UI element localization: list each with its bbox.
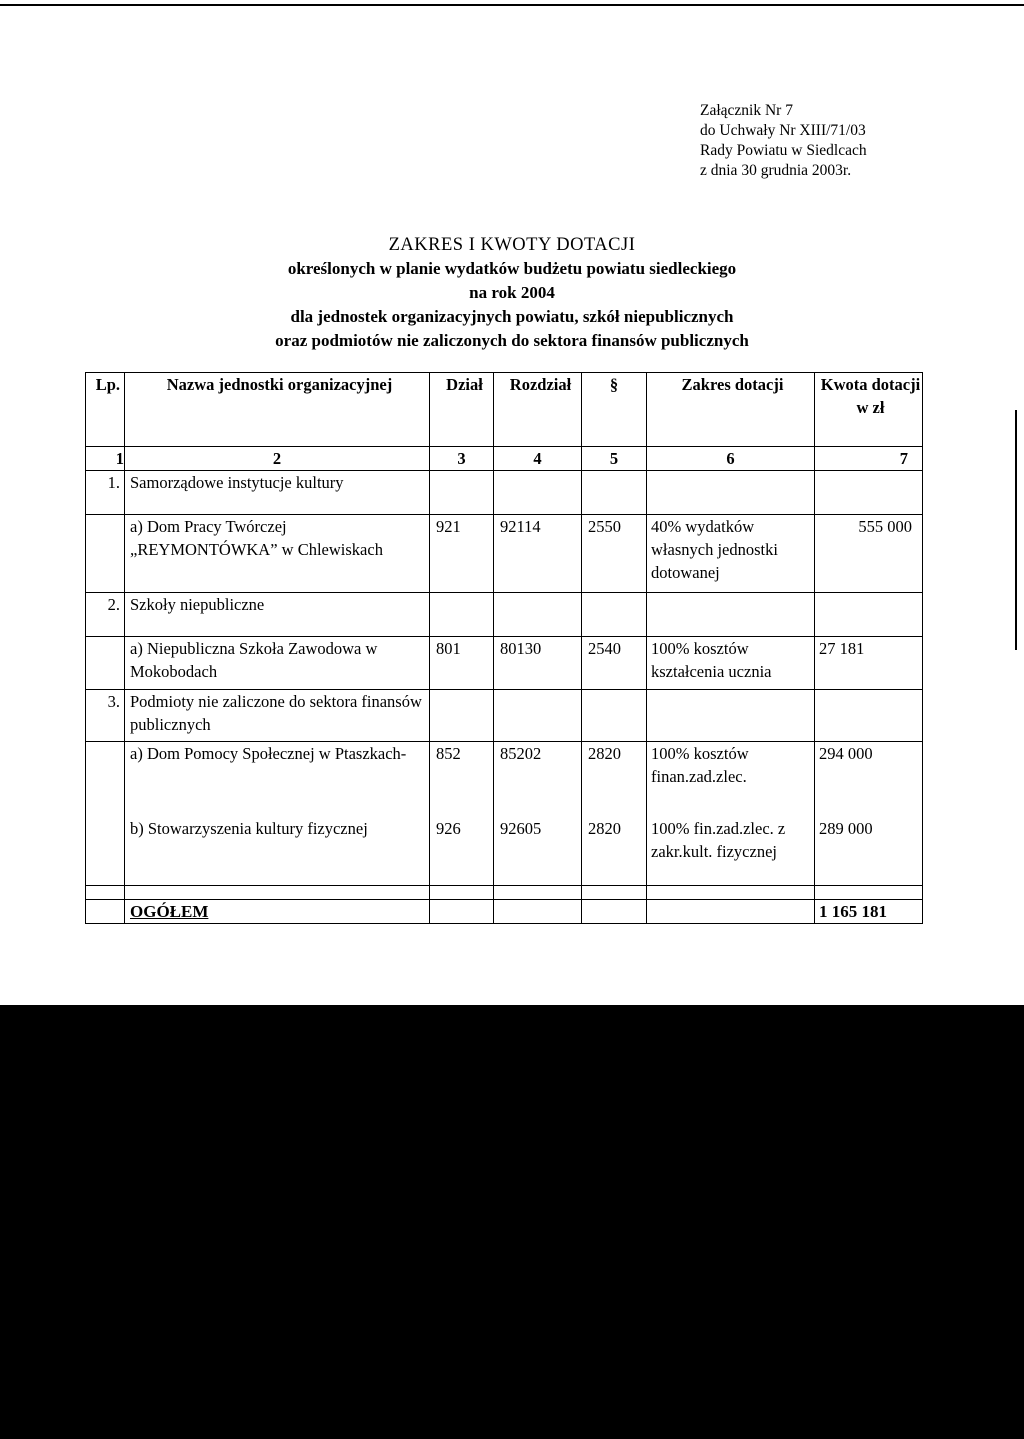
col-number-6: 6 — [647, 447, 815, 471]
item-scope: 100% fin.zad.zlec. z zakr.kult. fizycznej — [647, 817, 815, 886]
section-row — [86, 690, 923, 742]
item-rozdzial: 92114 — [494, 515, 582, 593]
section-row — [86, 471, 923, 515]
item-dzial: 921 — [430, 515, 494, 593]
scan-edge-mark — [1015, 410, 1017, 650]
attachment-line-4: z dnia 30 grudnia 2003r. — [700, 162, 852, 179]
item-paragraph: 2820 — [582, 817, 647, 886]
col-number-2: 2 — [125, 447, 430, 471]
item-name: b) Stowarzyszenia kultury fizycznej — [125, 817, 430, 886]
item-amount: 555 000 — [815, 515, 923, 593]
scan-black-area — [0, 1005, 1024, 1439]
item-amount: 294 000 — [815, 742, 923, 817]
col-number-4: 4 — [494, 447, 582, 471]
attachment-line-3: Rady Powiatu w Siedlcach — [700, 142, 867, 159]
attachment-line-1: Załącznik Nr 7 — [700, 102, 793, 119]
total-amount: 1 165 181 — [815, 900, 923, 924]
section-row — [86, 593, 923, 637]
title-main: ZAKRES I KWOTY DOTACJI — [388, 235, 636, 255]
item-dzial: 926 — [430, 817, 494, 886]
item-scope: 100% kosztów finan.zad.zlec. — [647, 742, 815, 817]
col-number-5: 5 — [582, 447, 647, 471]
section-lp: 3. — [86, 690, 125, 742]
item-dzial: 801 — [430, 637, 494, 690]
spacer-row — [86, 886, 923, 900]
header-amount: Kwota dotacji w zł — [815, 373, 923, 447]
document-title — [0, 233, 1024, 353]
item-name: a) Niepubliczna Szkoła Zawodowa w Mokobodach — [125, 637, 430, 690]
item-paragraph: 2820 — [582, 742, 647, 817]
item-scope: 40% wydatków własnych jednostki dotowanej — [647, 515, 815, 593]
header-rozdzial: Rozdział — [494, 373, 582, 447]
item-rozdzial: 85202 — [494, 742, 582, 817]
col-number-1: 1 — [86, 447, 125, 471]
item-dzial: 852 — [430, 742, 494, 817]
section-lp: 2. — [86, 593, 125, 637]
total-label: OGÓŁEM — [125, 900, 430, 924]
col-number-7: 7 — [815, 447, 923, 471]
table-row — [86, 742, 923, 817]
title-line-5: oraz podmiotów nie zaliczonych do sektora finansów publicznych — [275, 331, 749, 350]
item-rozdzial: 92605 — [494, 817, 582, 886]
header-dzial: Dział — [430, 373, 494, 447]
table-row — [86, 817, 923, 886]
title-line-3: na rok 2004 — [469, 283, 555, 302]
table-row — [86, 637, 923, 690]
attachment-line-2: do Uchwały Nr XIII/71/03 — [700, 122, 866, 139]
total-row — [86, 900, 923, 924]
item-scope: 100% kosztów kształcenia ucznia — [647, 637, 815, 690]
item-paragraph: 2540 — [582, 637, 647, 690]
item-rozdzial: 80130 — [494, 637, 582, 690]
item-amount: 289 000 — [815, 817, 923, 886]
header-lp: Lp. — [86, 373, 125, 447]
col-number-3: 3 — [430, 447, 494, 471]
section-name: Szkoły niepubliczne — [125, 593, 430, 637]
top-rule — [0, 4, 1024, 6]
item-name: a) Dom Pomocy Społecznej w Ptaszkach- — [125, 742, 430, 817]
section-lp: 1. — [86, 471, 125, 515]
item-paragraph: 2550 — [582, 515, 647, 593]
attachment-reference — [700, 101, 867, 181]
section-name: Samorządowe instytucje kultury — [125, 471, 430, 515]
item-amount: 27 181 — [815, 637, 923, 690]
section-name: Podmioty nie zaliczone do sektora finansów publicznych — [125, 690, 430, 742]
title-line-2: określonych w planie wydatków budżetu powiatu siedleckiego — [287, 259, 737, 278]
table-row — [86, 515, 923, 593]
table-header-row — [86, 373, 923, 447]
item-name: a) Dom Pracy Twórczej „REYMONTÓWKA” w Chlewiskach — [125, 515, 430, 593]
header-name: Nazwa jednostki organizacyjnej — [125, 373, 430, 447]
subsidy-table — [85, 372, 923, 924]
title-line-4: dla jednostek organizacyjnych powiatu, szkół niepublicznych — [290, 307, 734, 326]
column-number-row — [86, 447, 923, 471]
header-paragraph: § — [582, 373, 647, 447]
header-scope: Zakres dotacji — [647, 373, 815, 447]
